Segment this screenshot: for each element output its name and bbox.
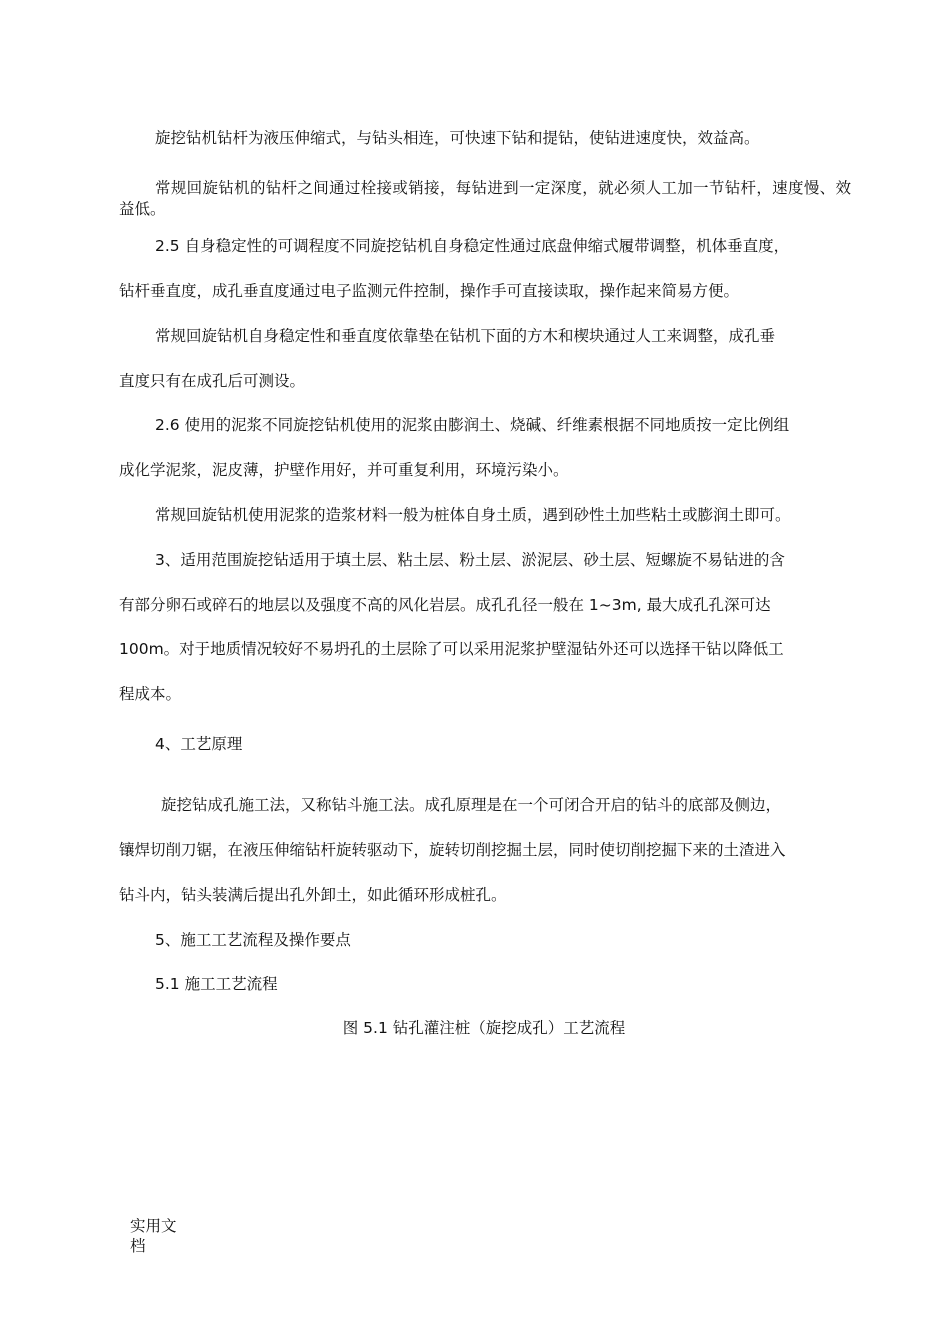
- paragraph-principle-cont-2: 钻斗内，钻头装满后提出孔外卸土，如此循环形成桩孔。: [119, 886, 507, 904]
- paragraph-drill-rod: 旋挖钻机钻杆为液压伸缩式，与钻头相连，可快速下钻和提钻，使钻进速度快，效益高。: [155, 129, 760, 147]
- subsection-heading-flow: 5.1 施工工艺流程: [155, 975, 278, 993]
- paragraph-principle: 旋挖钻成孔施工法，又称钻斗施工法。成孔原理是在一个可闭合开启的钻斗的底部及侧边，: [161, 796, 782, 814]
- paragraph-scope-heading: 3、适用范围旋挖钻适用于填土层、粘土层、粉土层、淤泥层、砂土层、短螺旋不易钻进的含: [155, 551, 785, 569]
- paragraph-scope-cont-3: 程成本。: [119, 685, 182, 703]
- paragraph-principle-cont-1: 镶焊切削刀锯，在液压伸缩钻杆旋转驱动下，旋转切削挖掘土层，同时使切削挖掘下来的土渣进入: [119, 841, 786, 859]
- section-heading-principle: 4、工艺原理: [155, 735, 243, 753]
- footer-text: 实用文档: [130, 1217, 177, 1255]
- paragraph-mud-heading: 2.6 使用的泥浆不同旋挖钻机使用的泥浆由膨润土、烧碱、纤维素根据不同地质按一定比例组: [155, 416, 790, 434]
- figure-caption: 图 5.1 钻孔灌注桩（旋挖成孔）工艺流程: [342, 1019, 626, 1037]
- paragraph-stability-heading: 2.5 自身稳定性的可调程度不同旋挖钻机自身稳定性通过底盘伸缩式履带调整，机体垂直度，: [155, 237, 790, 255]
- paragraph-stability-cont: 钻杆垂直度，成孔垂直度通过电子监测元件控制，操作手可直接读取，操作起来简易方便。: [119, 282, 740, 300]
- paragraph-mud-cont: 成化学泥浆，泥皮薄，护壁作用好，并可重复利用，环境污染小。: [119, 461, 569, 479]
- paragraph-conventional-rod: 常规回旋钻机的钻杆之间通过栓接或销接，每钻进到一定深度，就必须人工加一节钻杆，速度慢、效益低。: [119, 179, 851, 218]
- paragraph-conventional-mud: 常规回旋钻机使用泥浆的造浆材料一般为桩体自身土质，遇到砂性土加些粘土或膨润土即可。: [155, 506, 791, 524]
- paragraph-conventional-stability: 常规回旋钻机自身稳定性和垂直度依靠垫在钻机下面的方木和楔块通过人工来调整，成孔垂: [155, 327, 776, 345]
- paragraph-scope-cont-2: 100m。对于地质情况较好不易坍孔的土层除了可以采用泥浆护壁湿钻外还可以选择干钻以降低工: [119, 640, 784, 658]
- paragraph-conventional-stability-cont: 直度只有在成孔后可测设。: [119, 372, 306, 390]
- paragraph-scope-cont-1: 有部分卵石或碎石的地层以及强度不高的风化岩层。成孔孔径一般在 1~3m, 最大成孔孔深可达: [119, 596, 771, 614]
- section-heading-process: 5、施工工艺流程及操作要点: [155, 931, 351, 949]
